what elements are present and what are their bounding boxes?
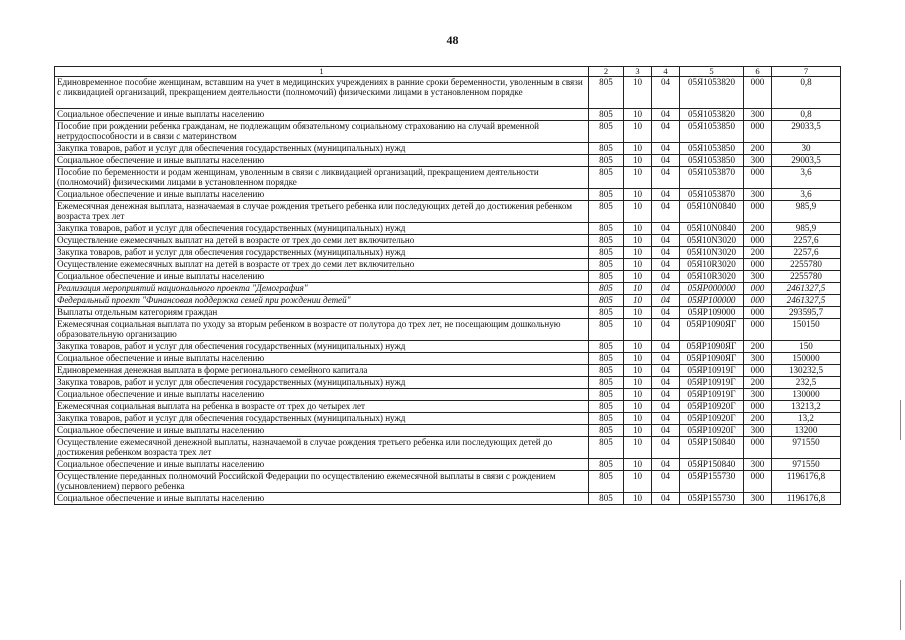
header-row bbox=[55, 67, 841, 77]
code-target-cell: 05ЯР10920Г bbox=[680, 425, 744, 437]
table-row bbox=[55, 121, 841, 143]
code-expense-type-cell: 300 bbox=[744, 389, 772, 401]
code-subsection-cell: 04 bbox=[652, 295, 680, 307]
amount-cell: 2257,6 bbox=[772, 235, 841, 247]
scan-edge-mark bbox=[900, 580, 901, 630]
code-expense-type-cell: 300 bbox=[744, 109, 772, 121]
code-ministry-cell: 805 bbox=[589, 319, 624, 341]
amount-cell: 13213,2 bbox=[772, 401, 841, 413]
code-expense-type-cell: 000 bbox=[744, 401, 772, 413]
table-row bbox=[55, 341, 841, 353]
scan-edge-mark bbox=[900, 400, 901, 440]
table-row bbox=[55, 459, 841, 471]
code-expense-type-cell: 000 bbox=[744, 235, 772, 247]
code-section-cell: 10 bbox=[624, 365, 652, 377]
code-expense-type-cell: 300 bbox=[744, 493, 772, 505]
code-subsection-cell: 04 bbox=[652, 319, 680, 341]
code-section-cell: 10 bbox=[624, 295, 652, 307]
code-section-cell: 10 bbox=[624, 493, 652, 505]
column-header: 7 bbox=[772, 67, 841, 77]
code-expense-type-cell: 300 bbox=[744, 155, 772, 167]
row-name-cell: Пособие при рождении ребенка гражданам, не подлежащим обязательному социальному страхованию на случай временной нетрудоспособности и в связи с материнством bbox=[55, 121, 589, 143]
amount-cell: 232,5 bbox=[772, 377, 841, 389]
code-target-cell: 05ЯР10919Г bbox=[680, 389, 744, 401]
code-expense-type-cell: 200 bbox=[744, 377, 772, 389]
amount-cell: 150000 bbox=[772, 353, 841, 365]
table-row bbox=[55, 437, 841, 459]
code-ministry-cell: 805 bbox=[589, 109, 624, 121]
code-section-cell: 10 bbox=[624, 471, 652, 493]
column-header: 5 bbox=[680, 67, 744, 77]
row-name-cell: Закупка товаров, работ и услуг для обеспечения государственных (муниципальных) нужд bbox=[55, 341, 589, 353]
code-target-cell: 05Я10N3020 bbox=[680, 235, 744, 247]
table-row bbox=[55, 389, 841, 401]
row-name-cell: Социальное обеспечение и иные выплаты населению bbox=[55, 493, 589, 505]
table-body bbox=[55, 67, 841, 505]
row-name-cell: Социальное обеспечение и иные выплаты населению bbox=[55, 109, 589, 121]
code-expense-type-cell: 000 bbox=[744, 319, 772, 341]
code-expense-type-cell: 000 bbox=[744, 295, 772, 307]
amount-cell: 971550 bbox=[772, 459, 841, 471]
column-header: 3 bbox=[624, 67, 652, 77]
row-name-cell: Социальное обеспечение и иные выплаты населению bbox=[55, 459, 589, 471]
row-name-cell: Пособие по беременности и родам женщинам, уволенным в связи с ликвидацией организаций, прекращением деятельности (полномочий) физическими лицами в установленном порядке bbox=[55, 167, 589, 189]
column-header: 4 bbox=[652, 67, 680, 77]
code-target-cell: 05Я1053850 bbox=[680, 121, 744, 143]
code-ministry-cell: 805 bbox=[589, 283, 624, 295]
table-row bbox=[55, 167, 841, 189]
code-ministry-cell: 805 bbox=[589, 341, 624, 353]
code-subsection-cell: 04 bbox=[652, 341, 680, 353]
code-section-cell: 10 bbox=[624, 77, 652, 109]
row-name-cell: Осуществление ежемесячной денежной выплаты, назначаемой в случае рождения третьего ребенка или последующих детей до достижения ребенком возраста трех лет bbox=[55, 437, 589, 459]
code-subsection-cell: 04 bbox=[652, 77, 680, 109]
code-target-cell: 05ЯР155730 bbox=[680, 493, 744, 505]
code-subsection-cell: 04 bbox=[652, 437, 680, 459]
code-target-cell: 05Я1053870 bbox=[680, 189, 744, 201]
code-ministry-cell: 805 bbox=[589, 235, 624, 247]
code-target-cell: 05Я10R3020 bbox=[680, 259, 744, 271]
table-row bbox=[55, 319, 841, 341]
code-expense-type-cell: 200 bbox=[744, 223, 772, 235]
code-expense-type-cell: 000 bbox=[744, 167, 772, 189]
row-name-cell: Закупка товаров, работ и услуг для обеспечения государственных (муниципальных) нужд bbox=[55, 223, 589, 235]
code-expense-type-cell: 000 bbox=[744, 201, 772, 223]
code-subsection-cell: 04 bbox=[652, 413, 680, 425]
amount-cell: 2461327,5 bbox=[772, 295, 841, 307]
table-row bbox=[55, 471, 841, 493]
code-section-cell: 10 bbox=[624, 413, 652, 425]
code-expense-type-cell: 000 bbox=[744, 307, 772, 319]
column-header: 6 bbox=[744, 67, 772, 77]
code-section-cell: 10 bbox=[624, 189, 652, 201]
amount-cell: 3,6 bbox=[772, 189, 841, 201]
code-section-cell: 10 bbox=[624, 271, 652, 283]
amount-cell: 0,8 bbox=[772, 77, 841, 109]
code-ministry-cell: 805 bbox=[589, 353, 624, 365]
code-subsection-cell: 04 bbox=[652, 167, 680, 189]
column-header: 2 bbox=[589, 67, 624, 77]
code-expense-type-cell: 300 bbox=[744, 189, 772, 201]
row-name-cell: Закупка товаров, работ и услуг для обеспечения государственных (муниципальных) нужд bbox=[55, 377, 589, 389]
row-name-cell: Социальное обеспечение и иные выплаты населению bbox=[55, 353, 589, 365]
table-row bbox=[55, 295, 841, 307]
code-section-cell: 10 bbox=[624, 143, 652, 155]
amount-cell: 3,6 bbox=[772, 167, 841, 189]
code-section-cell: 10 bbox=[624, 307, 652, 319]
code-ministry-cell: 805 bbox=[589, 413, 624, 425]
code-subsection-cell: 04 bbox=[652, 235, 680, 247]
code-target-cell: 05Я10N3020 bbox=[680, 247, 744, 259]
amount-cell: 985,9 bbox=[772, 223, 841, 235]
code-section-cell: 10 bbox=[624, 259, 652, 271]
code-ministry-cell: 805 bbox=[589, 77, 624, 109]
code-section-cell: 10 bbox=[624, 459, 652, 471]
code-ministry-cell: 805 bbox=[589, 121, 624, 143]
code-expense-type-cell: 200 bbox=[744, 247, 772, 259]
code-expense-type-cell: 300 bbox=[744, 459, 772, 471]
table-row bbox=[55, 223, 841, 235]
code-target-cell: 05ЯР1090ЯГ bbox=[680, 341, 744, 353]
code-subsection-cell: 04 bbox=[652, 283, 680, 295]
table-row bbox=[55, 493, 841, 505]
table-row bbox=[55, 425, 841, 437]
code-section-cell: 10 bbox=[624, 389, 652, 401]
code-ministry-cell: 805 bbox=[589, 493, 624, 505]
table-row bbox=[55, 413, 841, 425]
amount-cell: 2257,6 bbox=[772, 247, 841, 259]
code-subsection-cell: 04 bbox=[652, 155, 680, 167]
row-name-cell: Федеральный проект "Финансовая поддержка семей при рождении детей" bbox=[55, 295, 589, 307]
amount-cell: 2255780 bbox=[772, 259, 841, 271]
code-target-cell: 05ЯР10919Г bbox=[680, 365, 744, 377]
code-target-cell: 05ЯР000000 bbox=[680, 283, 744, 295]
table-row bbox=[55, 109, 841, 121]
column-header: 1 bbox=[55, 67, 589, 77]
code-section-cell: 10 bbox=[624, 167, 652, 189]
code-target-cell: 05Я1053820 bbox=[680, 77, 744, 109]
code-ministry-cell: 805 bbox=[589, 223, 624, 235]
code-section-cell: 10 bbox=[624, 401, 652, 413]
code-target-cell: 05Я1053850 bbox=[680, 155, 744, 167]
code-expense-type-cell: 300 bbox=[744, 353, 772, 365]
code-subsection-cell: 04 bbox=[652, 121, 680, 143]
code-ministry-cell: 805 bbox=[589, 247, 624, 259]
code-subsection-cell: 04 bbox=[652, 493, 680, 505]
table-row bbox=[55, 271, 841, 283]
amount-cell: 130232,5 bbox=[772, 365, 841, 377]
code-expense-type-cell: 000 bbox=[744, 77, 772, 109]
code-subsection-cell: 04 bbox=[652, 425, 680, 437]
amount-cell: 293595,7 bbox=[772, 307, 841, 319]
table-row bbox=[55, 259, 841, 271]
code-ministry-cell: 805 bbox=[589, 201, 624, 223]
amount-cell: 985,9 bbox=[772, 201, 841, 223]
code-expense-type-cell: 300 bbox=[744, 271, 772, 283]
code-section-cell: 10 bbox=[624, 201, 652, 223]
code-expense-type-cell: 000 bbox=[744, 259, 772, 271]
row-name-cell: Осуществление ежемесячных выплат на детей в возрасте от трех до семи лет включительно bbox=[55, 235, 589, 247]
code-subsection-cell: 04 bbox=[652, 223, 680, 235]
code-subsection-cell: 04 bbox=[652, 353, 680, 365]
code-target-cell: 05ЯР100000 bbox=[680, 295, 744, 307]
code-target-cell: 05ЯР10920Г bbox=[680, 413, 744, 425]
code-target-cell: 05Я1053850 bbox=[680, 143, 744, 155]
amount-cell: 2461327,5 bbox=[772, 283, 841, 295]
table-row bbox=[55, 353, 841, 365]
row-name-cell: Осуществление ежемесячных выплат на детей в возрасте от трех до семи лет включительно bbox=[55, 259, 589, 271]
code-subsection-cell: 04 bbox=[652, 247, 680, 259]
code-ministry-cell: 805 bbox=[589, 389, 624, 401]
code-expense-type-cell: 000 bbox=[744, 471, 772, 493]
page-number: 48 bbox=[446, 33, 459, 47]
row-name-cell: Социальное обеспечение и иные выплаты населению bbox=[55, 189, 589, 201]
amount-cell: 2255780 bbox=[772, 271, 841, 283]
code-ministry-cell: 805 bbox=[589, 295, 624, 307]
code-ministry-cell: 805 bbox=[589, 259, 624, 271]
code-section-cell: 10 bbox=[624, 247, 652, 259]
code-expense-type-cell: 000 bbox=[744, 283, 772, 295]
code-expense-type-cell: 200 bbox=[744, 143, 772, 155]
code-ministry-cell: 805 bbox=[589, 459, 624, 471]
table-row bbox=[55, 247, 841, 259]
code-subsection-cell: 04 bbox=[652, 471, 680, 493]
row-name-cell: Закупка товаров, работ и услуг для обеспечения государственных (муниципальных) нужд bbox=[55, 143, 589, 155]
code-target-cell: 05Я10N0840 bbox=[680, 201, 744, 223]
code-ministry-cell: 805 bbox=[589, 307, 624, 319]
code-section-cell: 10 bbox=[624, 235, 652, 247]
code-ministry-cell: 805 bbox=[589, 271, 624, 283]
code-expense-type-cell: 000 bbox=[744, 365, 772, 377]
row-name-cell: Ежемесячная социальная выплата по уходу за вторым ребенком в возрасте от полутора до трех лет, не посещающим дошкольную образовательную организацию bbox=[55, 319, 589, 341]
code-ministry-cell: 805 bbox=[589, 167, 624, 189]
row-name-cell: Единовременная денежная выплата в форме регионального семейного капитала bbox=[55, 365, 589, 377]
code-section-cell: 10 bbox=[624, 283, 652, 295]
code-target-cell: 05ЯР109000 bbox=[680, 307, 744, 319]
table-row bbox=[55, 201, 841, 223]
code-expense-type-cell: 300 bbox=[744, 425, 772, 437]
code-section-cell: 10 bbox=[624, 223, 652, 235]
code-section-cell: 10 bbox=[624, 377, 652, 389]
code-ministry-cell: 805 bbox=[589, 425, 624, 437]
code-section-cell: 10 bbox=[624, 425, 652, 437]
code-subsection-cell: 04 bbox=[652, 389, 680, 401]
code-target-cell: 05Я1053870 bbox=[680, 167, 744, 189]
code-section-cell: 10 bbox=[624, 319, 652, 341]
amount-cell: 30 bbox=[772, 143, 841, 155]
table-row bbox=[55, 155, 841, 167]
code-ministry-cell: 805 bbox=[589, 437, 624, 459]
table-row bbox=[55, 307, 841, 319]
budget-table bbox=[54, 66, 841, 505]
code-subsection-cell: 04 bbox=[652, 459, 680, 471]
amount-cell: 0,8 bbox=[772, 109, 841, 121]
code-subsection-cell: 04 bbox=[652, 189, 680, 201]
code-target-cell: 05ЯР150840 bbox=[680, 459, 744, 471]
row-name-cell: Реализация мероприятий национального проекта "Демография" bbox=[55, 283, 589, 295]
amount-cell: 971550 bbox=[772, 437, 841, 459]
code-section-cell: 10 bbox=[624, 341, 652, 353]
table-row bbox=[55, 365, 841, 377]
code-section-cell: 10 bbox=[624, 109, 652, 121]
code-ministry-cell: 805 bbox=[589, 471, 624, 493]
code-subsection-cell: 04 bbox=[652, 109, 680, 121]
code-target-cell: 05Я10N0840 bbox=[680, 223, 744, 235]
row-name-cell: Социальное обеспечение и иные выплаты населению bbox=[55, 155, 589, 167]
row-name-cell: Единовременное пособие женщинам, вставшим на учет в медицинских учреждениях в ранние сроки беременности, уволенным в связи с ликвидацией организаций, прекращением деятельности (полномочий) физическими лицами в установленном порядке bbox=[55, 77, 589, 109]
row-name-cell: Социальное обеспечение и иные выплаты населению bbox=[55, 425, 589, 437]
code-expense-type-cell: 000 bbox=[744, 437, 772, 459]
table-row bbox=[55, 377, 841, 389]
code-target-cell: 05ЯР155730 bbox=[680, 471, 744, 493]
code-subsection-cell: 04 bbox=[652, 377, 680, 389]
code-target-cell: 05ЯР1090ЯГ bbox=[680, 353, 744, 365]
amount-cell: 150150 bbox=[772, 319, 841, 341]
table-row bbox=[55, 77, 841, 109]
code-ministry-cell: 805 bbox=[589, 189, 624, 201]
code-ministry-cell: 805 bbox=[589, 143, 624, 155]
code-expense-type-cell: 200 bbox=[744, 341, 772, 353]
row-name-cell: Закупка товаров, работ и услуг для обеспечения государственных (муниципальных) нужд bbox=[55, 247, 589, 259]
code-target-cell: 05ЯР10920Г bbox=[680, 401, 744, 413]
amount-cell: 13200 bbox=[772, 425, 841, 437]
code-target-cell: 05ЯР10919Г bbox=[680, 377, 744, 389]
code-subsection-cell: 04 bbox=[652, 201, 680, 223]
amount-cell: 1196176,8 bbox=[772, 493, 841, 505]
amount-cell: 1196176,8 bbox=[772, 471, 841, 493]
code-section-cell: 10 bbox=[624, 437, 652, 459]
row-name-cell: Осуществление переданных полномочий Российской Федерации по осуществлению ежемесячной выплаты в связи с рождением (усыновлением) первого ребенка bbox=[55, 471, 589, 493]
table-row bbox=[55, 143, 841, 155]
row-name-cell: Выплаты отдельным категориям граждан bbox=[55, 307, 589, 319]
code-subsection-cell: 04 bbox=[652, 259, 680, 271]
code-expense-type-cell: 200 bbox=[744, 413, 772, 425]
code-ministry-cell: 805 bbox=[589, 155, 624, 167]
code-subsection-cell: 04 bbox=[652, 365, 680, 377]
table-row bbox=[55, 283, 841, 295]
code-ministry-cell: 805 bbox=[589, 401, 624, 413]
row-name-cell: Ежемесячная денежная выплата, назначаемая в случае рождения третьего ребенка или последующих детей до достижения ребенком возраста трех лет bbox=[55, 201, 589, 223]
code-subsection-cell: 04 bbox=[652, 271, 680, 283]
code-section-cell: 10 bbox=[624, 353, 652, 365]
amount-cell: 29033,5 bbox=[772, 121, 841, 143]
amount-cell: 13,2 bbox=[772, 413, 841, 425]
code-subsection-cell: 04 bbox=[652, 401, 680, 413]
code-section-cell: 10 bbox=[624, 155, 652, 167]
amount-cell: 29003,5 bbox=[772, 155, 841, 167]
table-row bbox=[55, 189, 841, 201]
row-name-cell: Закупка товаров, работ и услуг для обеспечения государственных (муниципальных) нужд bbox=[55, 413, 589, 425]
code-target-cell: 05Я1053820 bbox=[680, 109, 744, 121]
code-subsection-cell: 04 bbox=[652, 143, 680, 155]
code-subsection-cell: 04 bbox=[652, 307, 680, 319]
code-expense-type-cell: 000 bbox=[744, 121, 772, 143]
table-row bbox=[55, 235, 841, 247]
code-target-cell: 05ЯР150840 bbox=[680, 437, 744, 459]
code-ministry-cell: 805 bbox=[589, 365, 624, 377]
code-section-cell: 10 bbox=[624, 121, 652, 143]
amount-cell: 130000 bbox=[772, 389, 841, 401]
code-target-cell: 05Я10R3020 bbox=[680, 271, 744, 283]
table-row bbox=[55, 401, 841, 413]
code-target-cell: 05ЯР1090ЯГ bbox=[680, 319, 744, 341]
row-name-cell: Социальное обеспечение и иные выплаты населению bbox=[55, 271, 589, 283]
row-name-cell: Ежемесячная социальная выплата на ребенка в возрасте от трех до четырех лет bbox=[55, 401, 589, 413]
amount-cell: 150 bbox=[772, 341, 841, 353]
code-ministry-cell: 805 bbox=[589, 377, 624, 389]
row-name-cell: Социальное обеспечение и иные выплаты населению bbox=[55, 389, 589, 401]
